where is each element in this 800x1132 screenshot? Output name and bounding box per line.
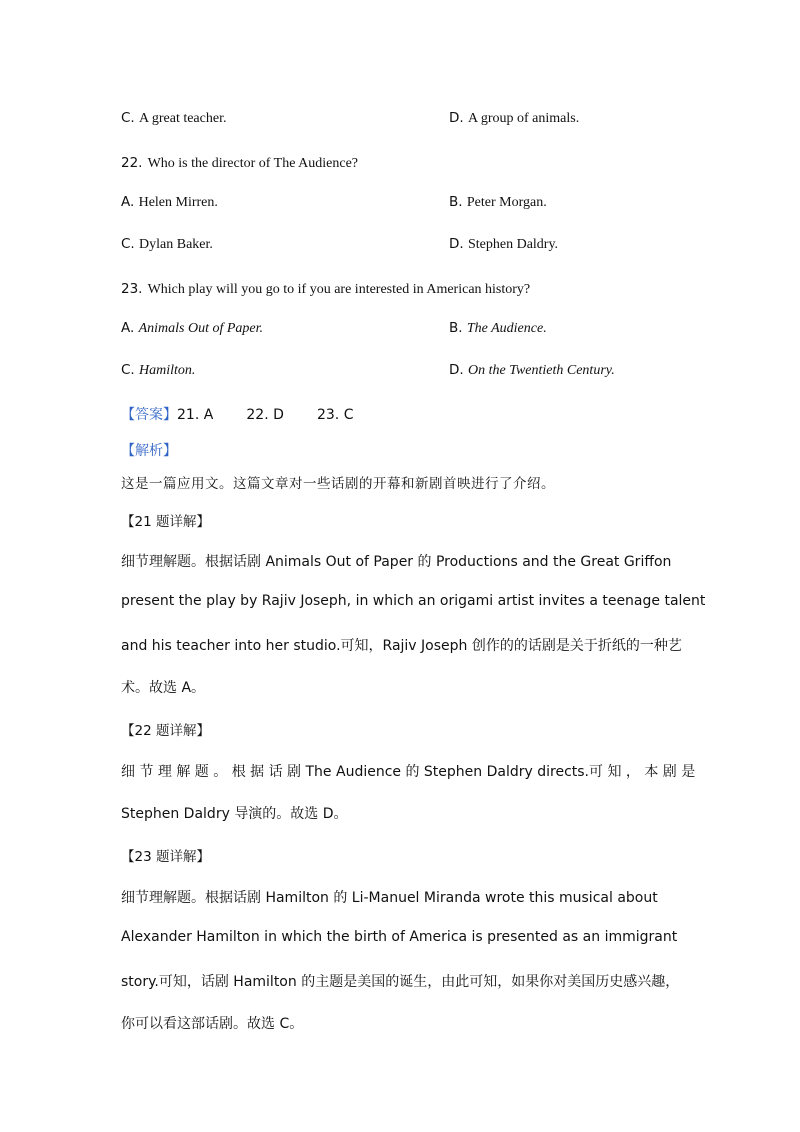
option-letter: A.: [121, 194, 135, 210]
question-number: 22.: [121, 155, 143, 171]
paragraph-line: 细节理解题。根据话剧 Hamilton 的 Li-Manuel Miranda wrote this musical about: [121, 890, 658, 906]
q22-option-d: [449, 236, 558, 253]
option-text: A group of animals.: [467, 111, 580, 126]
option-letter: C.: [121, 110, 135, 126]
detail-21-heading: 【21 题详解】: [121, 514, 210, 530]
option-text: Dylan Baker.: [139, 237, 213, 252]
paragraph-line: Alexander Hamilton in which the birth of America is presented as an immigrant: [121, 929, 678, 945]
paragraph-line: and his teacher into her studio.可知，Rajiv Joseph 创作的的话剧是关于折纸的一种艺: [121, 638, 682, 654]
q23-option-c: [121, 362, 195, 379]
option-letter: D.: [449, 110, 464, 126]
answer-22: 22. D: [246, 407, 284, 423]
paragraph-line: 你可以看这部话剧。故选 C。: [121, 1016, 304, 1032]
option-text: Peter Morgan.: [466, 195, 547, 210]
paragraph-line: Stephen Daldry 导演的。故选 D。: [121, 806, 348, 822]
question-text: Which play will you go to if you are interested in American history?: [147, 282, 531, 297]
q23-option-d: [449, 362, 615, 379]
paragraph-line: 术。故选 A。: [121, 680, 206, 696]
analysis-heading: [121, 440, 177, 460]
question-23: [121, 278, 530, 298]
answer-23: 23. C: [316, 407, 354, 423]
paragraph-line: 细节理解题。根据话剧 Animals Out of Paper 的 Productions and the Great Griffon: [121, 554, 672, 570]
option-text: Animals Out of Paper.: [138, 321, 264, 336]
answer-tag: 【答案】: [121, 407, 177, 423]
detail-22-heading: 【22 题详解】: [121, 723, 210, 739]
option-text: Helen Mirren.: [138, 195, 218, 210]
q23-option-b: [449, 320, 547, 337]
paragraph-line: 细 节 理 解 题 。 根 据 话 剧 The Audience 的 Stephen Daldry directs.可 知 ， 本 剧 是: [121, 764, 696, 780]
q23-option-a: [121, 320, 263, 337]
question-text: Who is the director of The Audience?: [147, 156, 359, 171]
detail-23-heading: 【23 题详解】: [121, 849, 210, 865]
q21-option-d: [449, 110, 579, 127]
q22-option-a: [121, 194, 218, 211]
answer-line: [121, 404, 353, 424]
option-letter: D.: [449, 236, 464, 252]
answer-21: 21. A: [177, 407, 214, 423]
option-letter: A.: [121, 320, 135, 336]
option-text: A great teacher.: [139, 111, 227, 126]
option-text: On the Twentieth Century.: [467, 363, 615, 378]
option-letter: D.: [449, 362, 464, 378]
option-letter: C.: [121, 362, 135, 378]
paragraph-line: present the play by Rajiv Joseph, in which an origami artist invites a teenage talent: [121, 593, 706, 609]
analysis-summary: 这是一篇应用文。这篇文章对一些话剧的开幕和新剧首映进行了介绍。: [121, 476, 555, 492]
option-letter: C.: [121, 236, 135, 252]
option-text: The Audience.: [466, 321, 547, 336]
paragraph-line: story.可知，话剧 Hamilton 的主题是美国的诞生，由此可知，如果你对美国历史感兴趣，: [121, 974, 680, 990]
q22-option-b: [449, 194, 547, 211]
option-letter: B.: [449, 194, 463, 210]
option-text: Hamilton.: [139, 363, 196, 378]
option-letter: B.: [449, 320, 463, 336]
analysis-tag: 【解析】: [121, 443, 177, 459]
option-text: Stephen Daldry.: [467, 237, 559, 252]
q22-option-c: [121, 236, 213, 253]
question-22: [121, 152, 358, 172]
q21-option-c: [121, 110, 226, 127]
question-number: 23.: [121, 281, 143, 297]
